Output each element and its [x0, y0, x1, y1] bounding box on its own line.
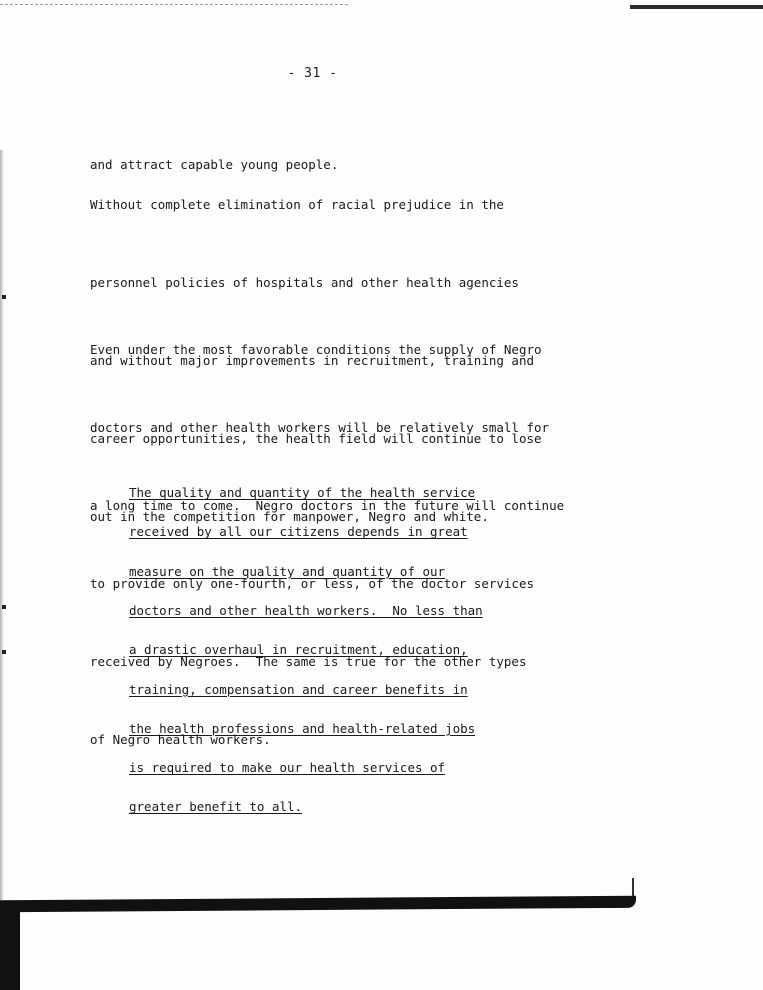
- quote-line: a drastic overhaul in recruitment, education,: [129, 642, 468, 658]
- quote-line: The quality and quantity of the health service: [129, 485, 476, 501]
- quote-line: the health professions and health-related jobs: [129, 720, 476, 736]
- scan-artifact-left-mark: [2, 605, 6, 609]
- quote-line: greater benefit to all.: [129, 799, 303, 815]
- page-number: - 31 -: [287, 66, 338, 81]
- quote-line: measure on the quality and quantity of our: [129, 563, 446, 579]
- text-line: and without major improvements in recruitment, training and: [90, 353, 535, 368]
- text-line: Even under the most favorable conditions the supply of Negro: [90, 342, 542, 357]
- underlined-quote-block: [129, 460, 529, 840]
- scan-artifact-top-line: [0, 4, 350, 5]
- scan-artifact-left-mark: [2, 650, 6, 654]
- text-line: doctors and other health workers will be relatively small for: [90, 420, 550, 435]
- text-line: to provide only one-fourth, or less, of the doctor services: [90, 576, 535, 591]
- quote-line: received by all our citizens depends in great: [129, 524, 468, 540]
- quote-line: is required to make our health services of: [129, 760, 446, 776]
- text-line: Without complete elimination of racial prejudice in the: [90, 197, 504, 212]
- quote-line: doctors and other health workers. No less than: [129, 603, 483, 619]
- scan-artifact-top-right-bar: [630, 5, 763, 9]
- text-line: received by Negroes. The same is true for the other types: [90, 654, 527, 669]
- text-line: out in the competition for manpower, Negro and white.: [90, 509, 489, 524]
- quote-line: training, compensation and career benefits in: [129, 681, 468, 697]
- text-line: and attract capable young people.: [90, 157, 339, 172]
- text-line: of Negro health workers.: [90, 732, 271, 747]
- scan-artifact-bottom-left-block: [0, 905, 20, 990]
- scan-artifact-bottom-bar: [0, 896, 636, 912]
- text-line: a long time to come. Negro doctors in the future will continue: [90, 498, 565, 513]
- text-line: career opportunities, the health field will continue to lose: [90, 431, 542, 446]
- scan-artifact-left-edge: [0, 150, 4, 900]
- scan-artifact-left-mark: [2, 295, 6, 299]
- text-line: personnel policies of hospitals and other health agencies: [90, 275, 519, 290]
